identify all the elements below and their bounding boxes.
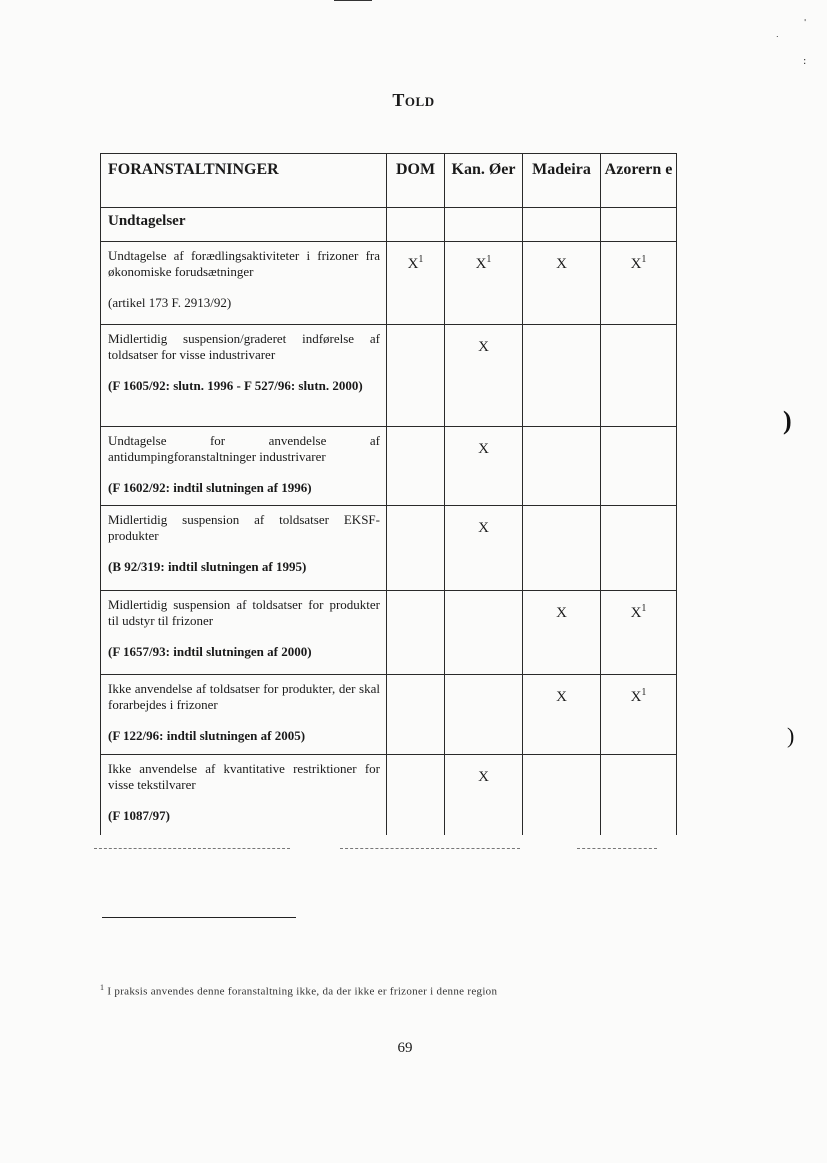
measure-reference: (artikel 173 F. 2913/92) [108,295,232,310]
dom-mark-cell [387,242,445,325]
scan-speck: : [803,56,807,67]
section-title: Undtagelser [101,208,387,242]
table-row [101,427,677,506]
footnote-mark: 1 [100,983,105,992]
scan-mark-parenthesis: ) [783,406,792,435]
measure-description: Midlertidig suspension/graderet indførelse af toldsatser for visse industrivarer [108,331,380,362]
table-row [101,325,677,427]
measure-description: Midlertidig suspension af toldsatser for produkter til udstyr til frizoner [108,597,380,628]
madeira-mark-cell [523,755,601,835]
kan-mark-cell [445,242,523,325]
measure-reference: (F 122/96: indtil slutningen af 2005) [108,728,306,743]
kan-mark-cell [445,755,523,835]
measure-cell [101,591,387,675]
scan-mark-parenthesis: ) [787,723,795,748]
applies-mark: X [556,605,567,621]
dom-mark-cell [387,325,445,427]
cut-edge-middle [340,848,520,850]
dom-mark-cell [387,755,445,835]
header-measures: FORANSTALTNINGER [101,154,387,208]
azorerne-mark-cell [601,427,677,506]
measure-description: Ikke anvendelse af toldsatser for produkter, der skal forarbejdes i frizoner [108,681,380,712]
table-header-row [101,154,677,208]
applies-mark: X [407,256,419,272]
footnote-ref: 1 [418,254,424,265]
applies-mark: X [630,605,642,621]
measure-cell [101,675,387,755]
dom-mark-cell [387,591,445,675]
measure-reference: (F 1605/92: slutn. 1996 - F 527/96: slutn. 2000) [108,378,363,393]
table-row [101,755,677,835]
measures-table [100,153,677,835]
dom-mark-cell [387,506,445,591]
kan-mark-cell [445,591,523,675]
cut-edge-right [577,848,657,850]
top-rule [334,0,372,1]
measure-description: Undtagelse af forædlingsaktiviteter i frizoner fra økonomiske forudsætninger [108,248,380,279]
dom-mark-cell [387,427,445,506]
applies-mark: X [630,689,642,705]
footnote-ref: 1 [486,254,492,265]
azorerne-mark-cell [601,506,677,591]
measure-cell [101,755,387,835]
azorerne-mark-cell [601,675,677,755]
madeira-mark-cell [523,427,601,506]
kan-mark-cell [445,325,523,427]
measure-cell [101,325,387,427]
footnote-rule [102,917,296,918]
measure-description: Midlertidig suspension af toldsatser EKSF-produkter [108,512,380,543]
kan-mark-cell [445,506,523,591]
footnote-ref: 1 [641,254,647,265]
footnote-ref: 1 [641,687,647,698]
measure-cell [101,427,387,506]
measure-description: Ikke anvendelse af kvantitative restriktioner for visse tekstilvarer [108,761,380,792]
madeira-mark-cell [523,506,601,591]
scan-speck: . [776,30,779,39]
header-kan-oer: Kan. Øer [445,154,523,208]
table-row [101,591,677,675]
footnote [100,983,497,998]
measure-cell [101,506,387,591]
applies-mark: X [475,256,487,272]
azorerne-mark-cell [601,242,677,325]
header-azorerne: Azorern e [601,154,677,208]
azorerne-mark-cell [601,755,677,835]
measure-reference: (F 1087/97) [108,808,170,823]
cut-edge-left [94,848,290,850]
applies-mark: X [630,256,642,272]
dom-mark-cell [387,675,445,755]
applies-mark: X [478,769,489,785]
page-number: 69 [397,1040,413,1056]
measure-cell [101,242,387,325]
measure-reference: (F 1657/93: indtil slutningen af 2000) [108,644,312,659]
madeira-mark-cell [523,591,601,675]
footnote-ref: 1 [641,603,647,614]
scan-speck: ' [804,18,807,27]
measure-reference: (B 92/319: indtil slutningen af 1995) [108,559,307,574]
applies-mark: X [556,256,567,272]
header-dom: DOM [387,154,445,208]
applies-mark: X [478,339,489,355]
applies-mark: X [556,689,567,705]
applies-mark: X [478,520,489,536]
table-row [101,675,677,755]
measure-description: Undtagelse for anvendelse af antidumpingforanstaltninger industrivarer [108,433,380,464]
madeira-mark-cell [523,325,601,427]
azorerne-mark-cell [601,591,677,675]
applies-mark: X [478,441,489,457]
footnote-text: I praksis anvendes denne foranstaltning ikke, da der ikke er frizoner i denne region [107,985,498,998]
kan-mark-cell [445,427,523,506]
header-madeira: Madeira [523,154,601,208]
madeira-mark-cell [523,675,601,755]
kan-mark-cell [445,675,523,755]
madeira-mark-cell [523,242,601,325]
page-title: TOLD [392,90,435,110]
section-row [101,208,677,242]
table-row [101,242,677,325]
table-row [101,506,677,591]
measure-reference: (F 1602/92: indtil slutningen af 1996) [108,480,312,495]
azorerne-mark-cell [601,325,677,427]
